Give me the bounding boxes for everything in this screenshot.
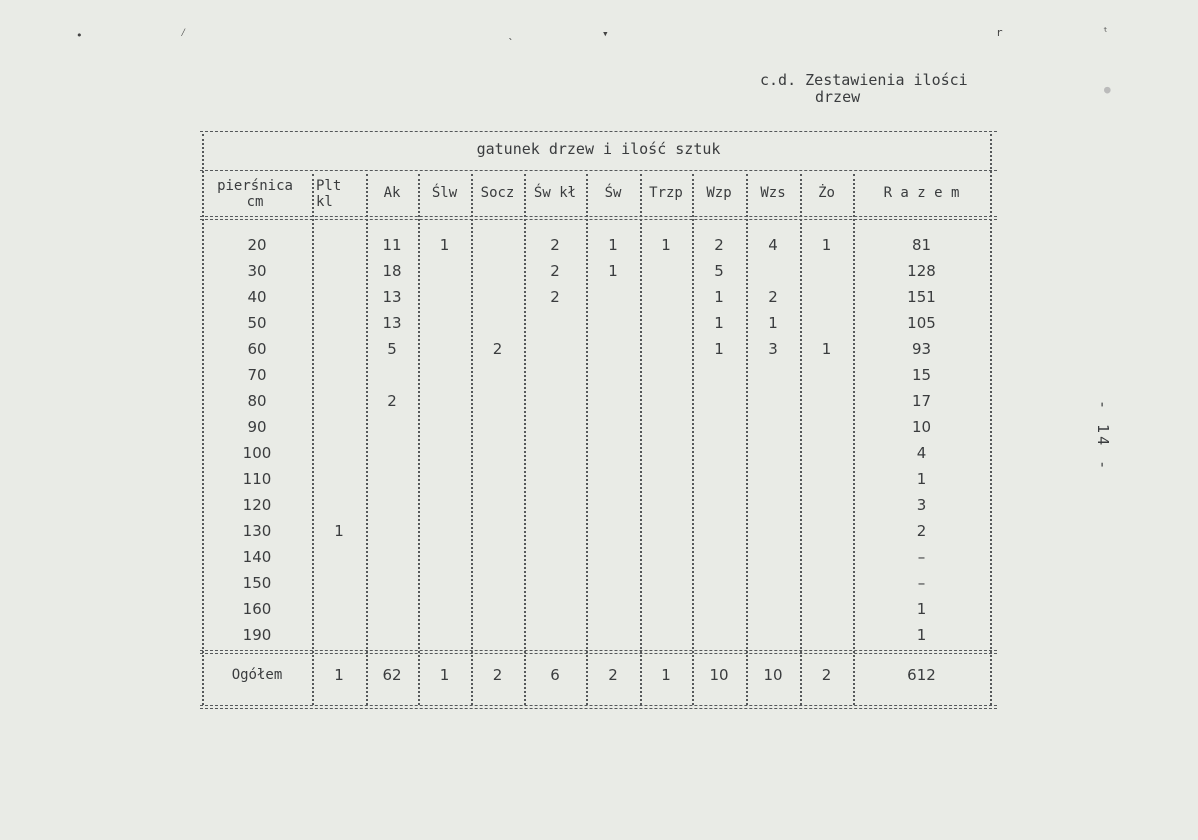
- table-cell: 612: [907, 666, 936, 684]
- table-cell: 1: [661, 666, 671, 684]
- table-cell: 93: [911, 340, 932, 358]
- table-cell: 62: [382, 666, 402, 684]
- table-cell: 1: [821, 340, 832, 358]
- speck: ᵗ: [1102, 25, 1109, 38]
- speck: •: [76, 29, 83, 42]
- table-cell: 1: [768, 314, 778, 332]
- top-rule: [200, 131, 997, 132]
- bottom-rule: [200, 705, 997, 706]
- speck: ▾: [602, 27, 609, 40]
- header-diameter-line2: cm: [246, 194, 264, 210]
- table-cell: 2: [550, 236, 560, 254]
- table-cell: 13: [382, 314, 402, 332]
- table-cell: 10: [911, 418, 932, 436]
- row-label: 150: [242, 574, 272, 592]
- table-title: gatunek drzew i ilość sztuk: [476, 140, 721, 158]
- table-cell: 2: [768, 288, 778, 306]
- speck: ●: [1104, 83, 1111, 96]
- table-cell: 6: [550, 666, 560, 684]
- column-separator: [312, 174, 314, 705]
- table-cell: 2: [916, 522, 927, 540]
- table-cell: 1: [714, 340, 724, 358]
- table-cell: 1: [661, 236, 671, 254]
- table-cell: 1: [714, 314, 724, 332]
- table-cell: 4: [768, 236, 778, 254]
- page-number: - 14 -: [1094, 400, 1112, 473]
- table-cell: 13: [382, 288, 402, 306]
- header-diameter-line1: pierśnica: [217, 178, 293, 194]
- table-cell: 151: [907, 288, 936, 306]
- row-label: 100: [242, 444, 272, 462]
- row-label: 190: [242, 626, 272, 644]
- table-cell: 3: [768, 340, 778, 358]
- heading-line-2: drzew: [815, 88, 861, 106]
- speck: r: [996, 26, 1003, 39]
- header-plt-line1: Plt: [316, 178, 342, 194]
- table-cell: 10: [709, 666, 729, 684]
- heading-line-1: c.d. Zestawienia ilości: [760, 71, 968, 89]
- column-header: Św: [604, 185, 622, 201]
- table-cell: 2: [387, 392, 397, 410]
- row-label: 30: [247, 262, 267, 280]
- column-header: Ślw: [431, 185, 458, 201]
- column-header: Ak: [383, 185, 401, 201]
- header-diameter: [200, 178, 310, 210]
- tree-count-table: [200, 128, 997, 710]
- row-label: 20: [247, 236, 267, 254]
- document-heading: [760, 72, 968, 106]
- table-cell: –: [917, 548, 926, 566]
- table-cell: 5: [714, 262, 724, 280]
- row-label: 140: [242, 548, 272, 566]
- table-cell: 81: [911, 236, 932, 254]
- table-cell: 1: [334, 666, 344, 684]
- table-cell: 18: [382, 262, 402, 280]
- table-cell: 4: [916, 444, 927, 462]
- table-cell: 2: [714, 236, 724, 254]
- column-header: Żo: [818, 185, 835, 201]
- table-cell: 15: [911, 366, 932, 384]
- speck: ⁄: [180, 26, 187, 39]
- header-rule: [200, 216, 997, 217]
- header-plt-line2: kl: [316, 194, 333, 210]
- table-cell: 10: [763, 666, 783, 684]
- column-header: R a z e m: [883, 185, 960, 201]
- total-rule: [200, 650, 997, 651]
- row-label: 110: [242, 470, 272, 488]
- column-header: Św kł: [533, 185, 577, 201]
- speck: ˎ: [507, 27, 514, 40]
- table-cell: 2: [821, 666, 832, 684]
- table-cell: 1: [439, 666, 450, 684]
- table-cell: 1: [821, 236, 832, 254]
- table-cell: 2: [550, 262, 560, 280]
- table-cell: 11: [382, 236, 402, 254]
- table-cell: 1: [714, 288, 724, 306]
- column-header: Wzs: [760, 185, 786, 201]
- table-cell: 1: [608, 236, 618, 254]
- table-cell: 1: [334, 522, 344, 540]
- column-separator: [990, 134, 992, 705]
- table-cell: 3: [916, 496, 927, 514]
- row-label: 130: [242, 522, 272, 540]
- row-label: 160: [242, 600, 272, 618]
- table-cell: 2: [608, 666, 618, 684]
- row-label: 120: [242, 496, 272, 514]
- row-label: 50: [247, 314, 267, 332]
- header-plt-kl: [310, 178, 364, 210]
- table-cell: 17: [911, 392, 932, 410]
- column-separator: [471, 174, 473, 705]
- column-header: Wzp: [706, 185, 732, 201]
- row-label: 40: [247, 288, 267, 306]
- table-cell: 1: [916, 470, 927, 488]
- column-header: Trzp: [649, 185, 683, 201]
- row-label: 90: [247, 418, 267, 436]
- table-cell: 1: [916, 626, 927, 644]
- table-cell: 2: [492, 340, 503, 358]
- table-cell: 2: [550, 288, 560, 306]
- table-cell: 128: [907, 262, 936, 280]
- table-cell: –: [917, 574, 926, 592]
- table-cell: 105: [907, 314, 936, 332]
- row-label: Ogółem: [231, 667, 283, 683]
- row-label: 80: [247, 392, 267, 410]
- title-rule: [200, 170, 997, 171]
- table-cell: 5: [387, 340, 397, 358]
- table-cell: 1: [916, 600, 927, 618]
- row-label: 60: [247, 340, 267, 358]
- table-cell: 1: [439, 236, 450, 254]
- row-label: 70: [247, 366, 267, 384]
- column-header: Socz: [480, 185, 515, 201]
- table-cell: 2: [492, 666, 503, 684]
- table-cell: 1: [608, 262, 618, 280]
